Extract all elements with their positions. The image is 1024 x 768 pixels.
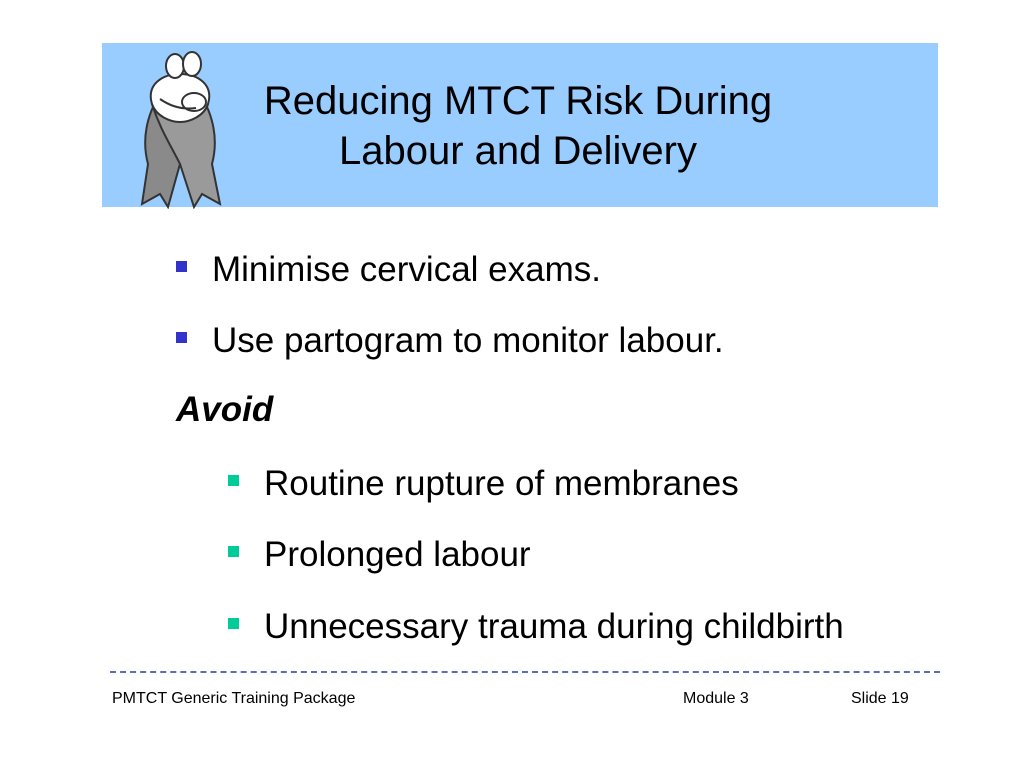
square-bullet-icon xyxy=(228,546,239,557)
sub-bullet-text: Unnecessary trauma during childbirth xyxy=(264,607,844,646)
footer-module: Module 3 xyxy=(683,690,749,707)
slide-title xyxy=(200,76,836,176)
bullet-item xyxy=(176,321,724,361)
sub-bullet-item xyxy=(228,607,844,647)
sub-bullet-text: Prolonged labour xyxy=(264,535,531,574)
avoid-heading: Avoid xyxy=(176,390,274,429)
footer-slide-number: Slide 19 xyxy=(851,690,909,707)
bullet-text: Use partogram to monitor labour. xyxy=(212,321,724,360)
square-bullet-icon xyxy=(176,261,187,272)
sub-bullet-item xyxy=(228,464,739,504)
footer-package-name: PMTCT Generic Training Package xyxy=(112,690,356,707)
footer-divider xyxy=(110,671,940,673)
title-line-2: Labour and Delivery xyxy=(339,129,697,173)
square-bullet-icon xyxy=(228,475,239,486)
bullet-text: Minimise cervical exams. xyxy=(212,250,601,289)
sub-bullet-item xyxy=(228,535,531,575)
square-bullet-icon xyxy=(228,618,239,629)
bullet-item xyxy=(176,250,601,290)
square-bullet-icon xyxy=(176,332,187,343)
title-line-1: Reducing MTCT Risk During xyxy=(263,79,773,123)
sub-bullet-text: Routine rupture of membranes xyxy=(264,464,739,503)
